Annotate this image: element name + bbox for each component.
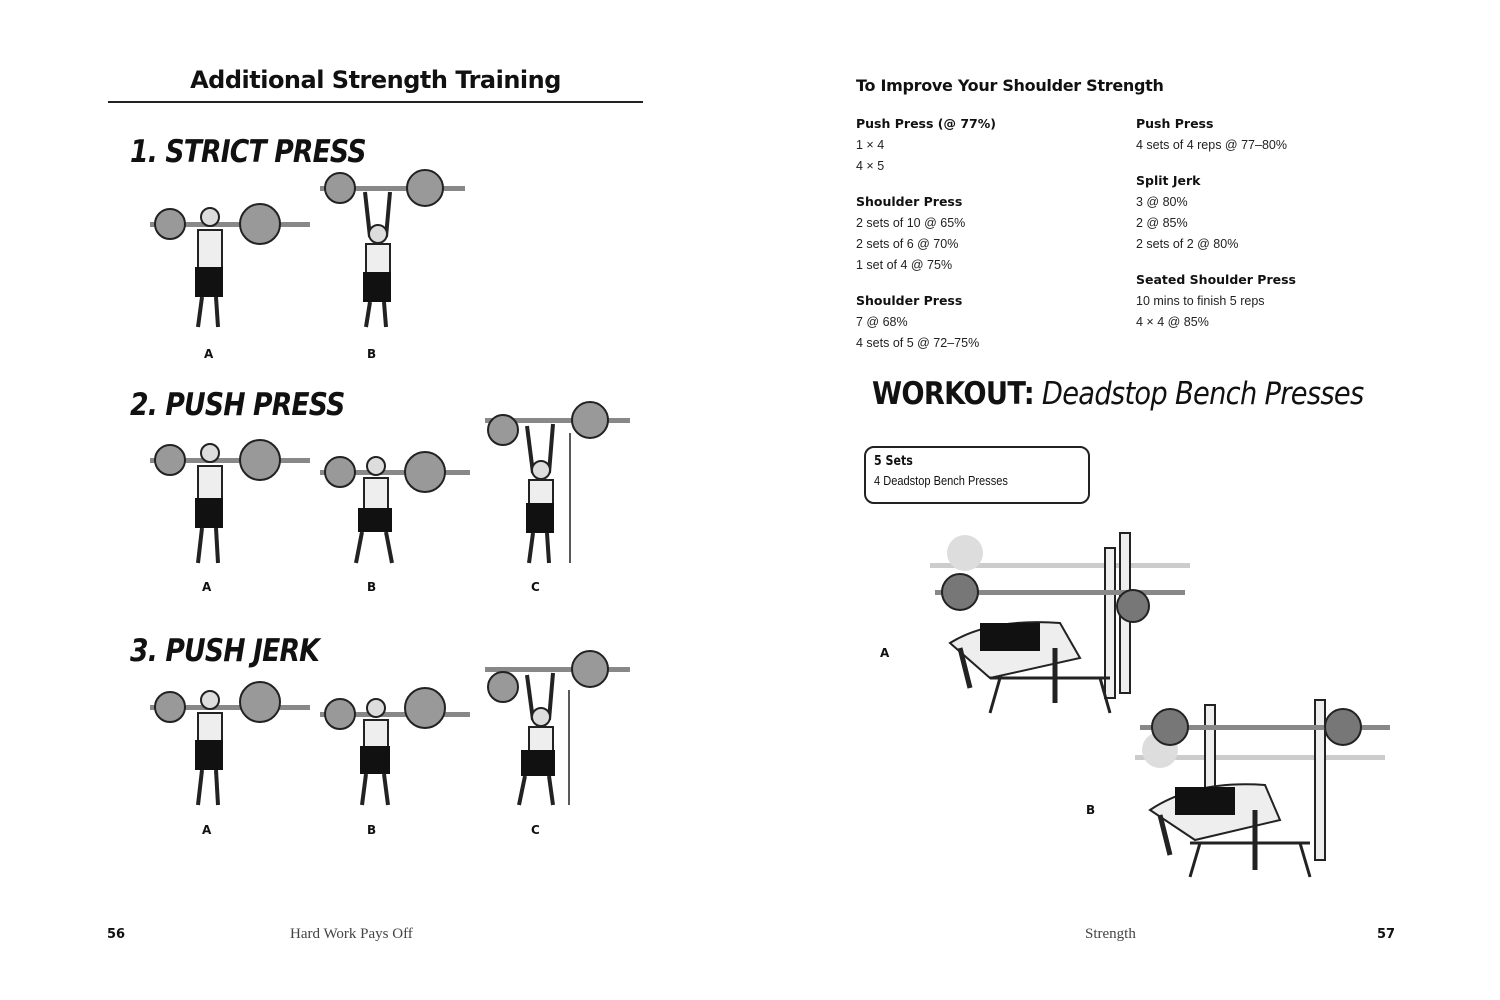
lifter-figure-c <box>485 651 630 805</box>
shoulder-strength-heading: To Improve Your Shoulder Strength <box>856 76 1164 95</box>
program-title: Shoulder Press <box>856 293 963 308</box>
program-line: 1 × 4 <box>856 138 885 152</box>
sets-box <box>864 446 1090 504</box>
lifter-figure-a <box>150 204 310 327</box>
lifter-figure-b <box>320 170 465 327</box>
figure-label: B <box>367 823 377 837</box>
program-line: 2 @ 85% <box>1136 216 1188 230</box>
lifter-figure-a <box>150 682 310 805</box>
workout-prefix: WORKOUT: <box>872 376 1034 412</box>
program-block <box>856 116 996 177</box>
figure-label: B <box>1086 803 1096 817</box>
running-footer-left: Hard Work Pays Off <box>290 926 413 942</box>
program-block <box>856 194 965 276</box>
figure-label: A <box>202 580 212 594</box>
strict-press-illustration <box>150 172 480 352</box>
exercise-title-strict-press: 1. STRICT PRESS <box>130 134 366 170</box>
title-underline <box>108 101 643 103</box>
lifter-figure-a <box>150 440 310 563</box>
program-title: Split Jerk <box>1136 173 1201 188</box>
exercise-title-push-press: 2. PUSH PRESS <box>130 387 345 423</box>
program-title: Shoulder Press <box>856 194 963 209</box>
left-page-title: Additional Strength Training <box>190 66 561 94</box>
figure-label: A <box>202 823 212 837</box>
program-line: 3 @ 80% <box>1136 195 1188 209</box>
lifter-figure-b <box>320 688 470 805</box>
program-line: 4 sets of 4 reps @ 77–80% <box>1136 138 1287 152</box>
sets-description: 4 Deadstop Bench Presses <box>874 473 1008 488</box>
figure-label: B <box>367 347 377 361</box>
program-block <box>856 293 979 354</box>
program-line: 4 sets of 5 @ 72–75% <box>856 336 980 350</box>
lifter-figure-b <box>320 452 470 563</box>
workout-title <box>872 376 1363 412</box>
figure-label: B <box>367 580 377 594</box>
figure-label: C <box>531 580 540 594</box>
push-jerk-illustration <box>150 645 640 825</box>
program-block <box>1136 173 1238 255</box>
program-block <box>1136 116 1287 156</box>
sets-count: 5 Sets <box>874 454 913 469</box>
figure-label: A <box>204 347 214 361</box>
bench-press-illustration-b <box>1135 695 1395 885</box>
push-press-illustration <box>150 398 640 583</box>
program-line: 4 × 4 @ 85% <box>1136 315 1209 329</box>
program-line: 2 sets of 10 @ 65% <box>856 216 966 230</box>
page-number-right: 57 <box>1377 927 1396 942</box>
workout-name: Deadstop Bench Presses <box>1041 376 1364 412</box>
figure-label: A <box>880 646 890 660</box>
program-line: 2 sets of 6 @ 70% <box>856 237 959 251</box>
program-title: Push Press <box>1136 116 1214 131</box>
figure-label: C <box>531 823 540 837</box>
program-block <box>1136 272 1296 333</box>
program-line: 2 sets of 2 @ 80% <box>1136 237 1239 251</box>
page-number-left: 56 <box>107 927 126 942</box>
running-footer-right: Strength <box>1085 926 1136 942</box>
program-line: 10 mins to finish 5 reps <box>1136 294 1265 308</box>
program-title: Push Press (@ 77%) <box>856 116 996 131</box>
program-line: 4 × 5 <box>856 159 885 173</box>
program-title: Seated Shoulder Press <box>1136 272 1296 287</box>
program-line: 1 set of 4 @ 75% <box>856 258 953 272</box>
program-line: 7 @ 68% <box>856 315 908 329</box>
exercise-title-push-jerk: 3. PUSH JERK <box>130 633 319 669</box>
lifter-figure-c <box>485 402 630 563</box>
